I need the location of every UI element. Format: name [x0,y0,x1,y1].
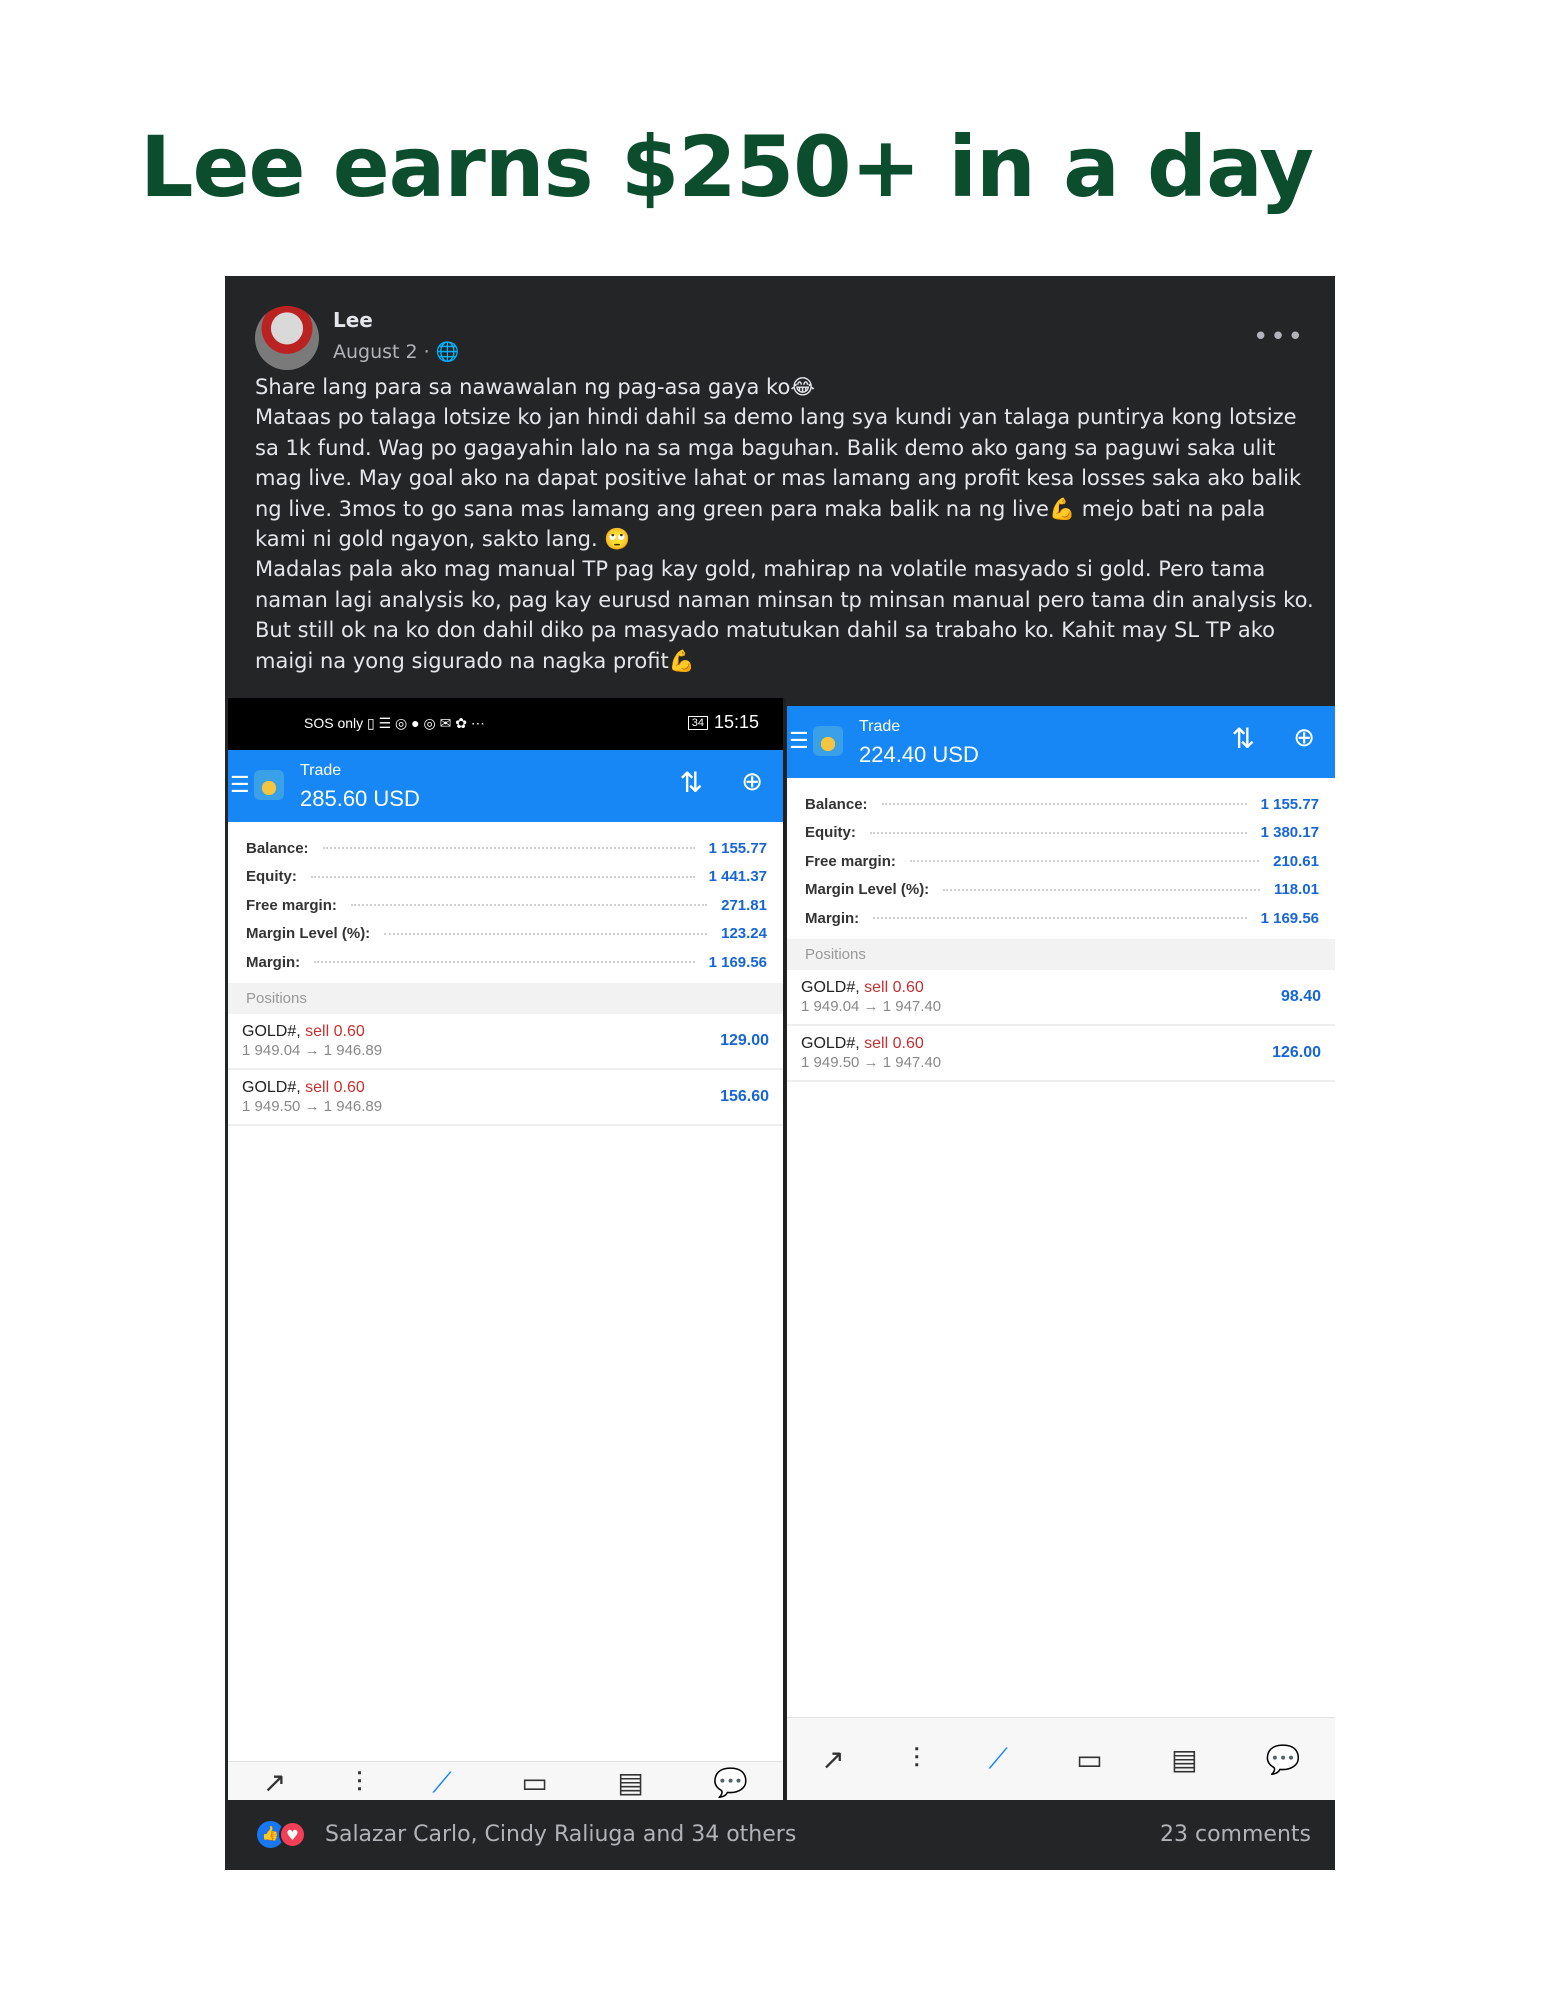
public-globe-icon: 🌐 [435,341,460,363]
positions-header: Positions [787,939,1335,970]
author-avatar[interactable] [255,306,319,370]
phone-status-bar [228,698,783,750]
chat-icon[interactable]: 💬 [713,1766,749,1799]
quotes-icon[interactable]: ↗ [262,1766,287,1799]
account-row-margin-level: Margin Level (%): 118.01 [805,881,1319,899]
account-row-free-margin: Free margin: 271.81 [246,896,767,914]
bottom-nav [787,1717,1335,1800]
reactions-summary[interactable]: Salazar Carlo, Cindy Raliuga and 34 others [325,1822,797,1847]
position-row[interactable]: GOLD#, sell 0.60 1 949.04 → 1 946.89 129.00 [228,1014,783,1070]
trade-header [228,750,783,822]
status-time: 34 15:15 [688,712,759,733]
account-row-equity: Equity: 1 380.17 [805,824,1319,842]
position-profit: 129.00 [720,1031,769,1049]
post-paragraph: Mataas po talaga lotsize ko jan hindi dahil sa demo lang sya kundi yan talaga puntirya kong lotsize sa 1k fund. Wag po gagayahin lalo na sa mga baguhan. Balik demo ako gang sa paguwi saka ulit mag live. May goal ako na dapat positive lahat or mas lamang ang profit kesa losses saka ako balik ng live. 3mos to go sana mas lamang ang green para maka balik na ng live💪 mejo bati na pala kami ni gold ngayon, sakto lang. 🙄 [255,405,1302,552]
account-summary [787,778,1335,939]
chat-icon[interactable]: 💬 [1265,1742,1301,1776]
left-trade-screenshot[interactable] [228,698,786,1800]
right-trade-screenshot[interactable] [787,706,1335,1800]
quotes-icon[interactable]: ↗ [821,1742,845,1776]
trade-title: Trade [859,718,901,735]
account-row-margin-level: Margin Level (%): 123.24 [246,925,767,943]
facebook-post [225,276,1335,1870]
sort-icon[interactable]: ⇅ [1231,723,1255,754]
menu-icon[interactable]: ☰ [230,772,250,797]
comments-count[interactable]: 23 comments [1160,1822,1311,1847]
sort-icon[interactable]: ⇅ [679,767,703,798]
trade-profit-total: 285.60 USD [300,786,420,811]
new-order-icon[interactable]: ⊕ [1293,722,1315,752]
account-row-balance: Balance: 1 155.77 [805,795,1319,813]
news-icon[interactable]: ▤ [1171,1742,1198,1776]
new-order-icon[interactable]: ⊕ [741,766,763,796]
metatrader-logo-icon [813,726,843,756]
news-icon[interactable]: ▤ [617,1766,644,1799]
account-row-equity: Equity: 1 441.37 [246,868,767,886]
bottom-nav [228,1761,783,1800]
trade-title: Trade [300,762,342,779]
menu-icon[interactable]: ☰ [789,728,809,753]
position-row[interactable]: GOLD#, sell 0.60 1 949.50 → 1 946.89 156.60 [228,1070,783,1126]
battery-icon: 34 [688,716,708,730]
history-icon[interactable]: ▭ [521,1766,548,1799]
position-profit: 156.60 [720,1087,769,1105]
position-row[interactable]: GOLD#, sell 0.60 1 949.04 → 1 947.40 98.40 [787,970,1335,1026]
author-name[interactable]: Lee [333,308,373,332]
account-row-balance: Balance: 1 155.77 [246,839,767,857]
account-row-margin: Margin: 1 169.56 [805,909,1319,927]
trade-icon[interactable]: ⟋ [988,1742,1008,1775]
post-text [255,372,1315,676]
more-options-icon[interactable]: ••• [1252,322,1305,352]
position-row[interactable]: GOLD#, sell 0.60 1 949.50 → 1 947.40 126.00 [787,1026,1335,1082]
trade-profit-total: 224.40 USD [859,742,979,767]
trade-icon[interactable]: ⟋ [432,1766,452,1799]
account-row-margin: Margin: 1 169.56 [246,953,767,971]
chart-icon[interactable]: ⫶ [912,1742,920,1775]
positions-header: Positions [228,983,783,1014]
position-profit: 126.00 [1272,1043,1321,1061]
post-date[interactable]: August 2 · 🌐 [333,341,460,363]
like-reaction-icon[interactable]: 👍 [257,1821,284,1848]
post-paragraph: Madalas pala ako mag manual TP pag kay gold, mahirap na volatile masyado si gold. Pero tama naman lagi analysis ko, pag kay eurusd naman minsan tp minsan manual pero tama din analysis ko. But still ok na ko don dahil diko pa masyado matutukan dahil sa trabaho ko. Kahit may SL TP ako maigi na yong sigurado na nagka profit💪 [255,557,1314,673]
status-icons: SOS only ▯ ☰ ◎ ● ◎ ✉ ✿ ⋯ [304,715,485,731]
account-row-free-margin: Free margin: 210.61 [805,852,1319,870]
love-reaction-icon[interactable]: ♥ [279,1821,306,1848]
account-summary [228,822,783,983]
metatrader-logo-icon [254,770,284,800]
trade-header [787,706,1335,778]
post-header [255,294,1305,364]
page-headline: Lee earns $250+ in a day [140,118,1313,216]
history-icon[interactable]: ▭ [1076,1742,1103,1776]
post-footer [225,1800,1335,1870]
position-profit: 98.40 [1280,987,1321,1005]
chart-icon[interactable]: ⫶ [355,1766,363,1799]
post-paragraph: Share lang para sa nawawalan ng pag-asa gaya ko😂 [255,375,815,399]
